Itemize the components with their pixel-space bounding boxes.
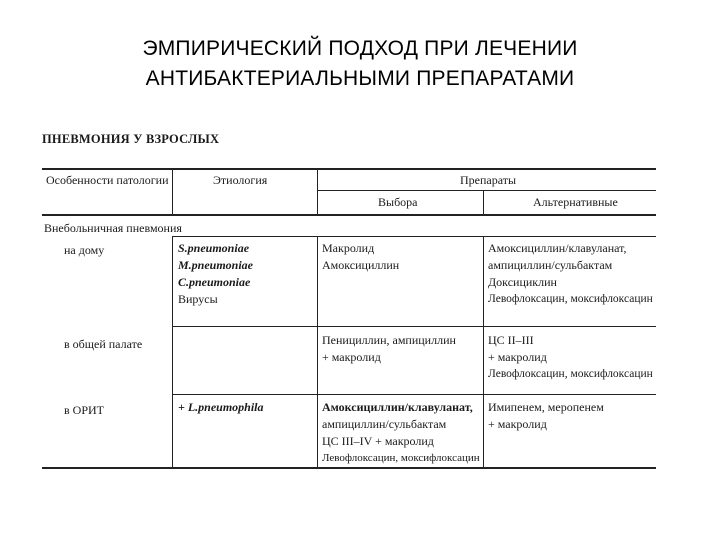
row-1-bottom-rule (172, 326, 656, 327)
slide-title-line-1: ЭМПИРИЧЕСКИЙ ПОДХОД ПРИ ЛЕЧЕНИИ (142, 37, 578, 60)
row-1-choice (322, 240, 399, 274)
row-2-alternative (488, 332, 653, 383)
etiology-item: Вирусы (178, 292, 218, 306)
choice-item: Левофлоксацин, моксифлоксацин (322, 452, 480, 464)
alternative-item: Имипенем, меропенем (488, 400, 604, 414)
col-rule-1 (172, 170, 173, 214)
group-row-rule (172, 236, 656, 237)
choice-item: + макролид (322, 350, 381, 364)
header-alternative: Альтернативные (533, 195, 618, 209)
col-rule-2 (317, 170, 318, 214)
section-title: ПНЕВМОНИЯ У ВЗРОСЛЫХ (42, 132, 220, 146)
alternative-item: Доксициклин (488, 275, 557, 289)
choice-item: ЦС III–IV + макролид (322, 434, 434, 448)
col-rule-3-body (483, 237, 484, 467)
etiology-item: + L.pneumophila (178, 400, 264, 414)
group-label: Внебольничная пневмония (44, 221, 182, 235)
row-3-alternative (488, 399, 604, 433)
choice-item: Амоксициллин/клавуланат, (322, 400, 473, 414)
choice-item: Амоксициллин (322, 258, 400, 272)
alternative-item: + макролид (488, 350, 547, 364)
alternative-item: + макролид (488, 417, 547, 431)
alternative-item: ампициллин/сульбактам (488, 258, 613, 272)
row-1-alternative (488, 240, 653, 308)
header-features: Особенности патологии (46, 173, 169, 187)
row-1-etiology (178, 240, 253, 308)
row-3-choice (322, 399, 480, 467)
alternative-item: Амоксициллин/клавуланат, (488, 241, 627, 255)
header-bottom-rule (42, 214, 656, 216)
col-rule-1-body (172, 237, 173, 467)
header-choice: Выбора (378, 195, 418, 209)
row-2-bottom-rule (172, 394, 656, 395)
choice-item: Макролид (322, 241, 375, 255)
header-drugs: Препараты (460, 173, 517, 187)
alternative-item: ЦС II–III (488, 333, 534, 347)
slide-title-line-2: АНТИБАКТЕРИАЛЬНЫМИ ПРЕПАРАТАМИ (145, 67, 575, 90)
row-2-label: в общей палате (64, 337, 143, 351)
row-1-label: на дому (64, 243, 105, 257)
row-2-choice (322, 332, 456, 366)
row-3-etiology (178, 399, 264, 416)
col-rule-2-body (317, 237, 318, 467)
alternative-item: Левофлоксацин, моксифлоксацин (488, 368, 653, 380)
choice-item: ампициллин/сульбактам (322, 417, 447, 431)
table-top-rule (42, 168, 656, 170)
choice-item: Пенициллин, ампициллин (322, 333, 456, 347)
drugs-header-rule (318, 190, 656, 191)
row-3-label: в ОРИТ (64, 403, 105, 417)
table-bottom-rule (42, 467, 656, 469)
etiology-item: C.pneumoniae (178, 275, 251, 289)
header-etiology: Этиология (213, 173, 268, 187)
etiology-item: M.pneumoniae (178, 258, 254, 272)
etiology-item: S.pneumoniae (178, 241, 250, 255)
alternative-item: Левофлоксацин, моксифлоксацин (488, 293, 653, 305)
col-rule-3 (483, 191, 484, 215)
